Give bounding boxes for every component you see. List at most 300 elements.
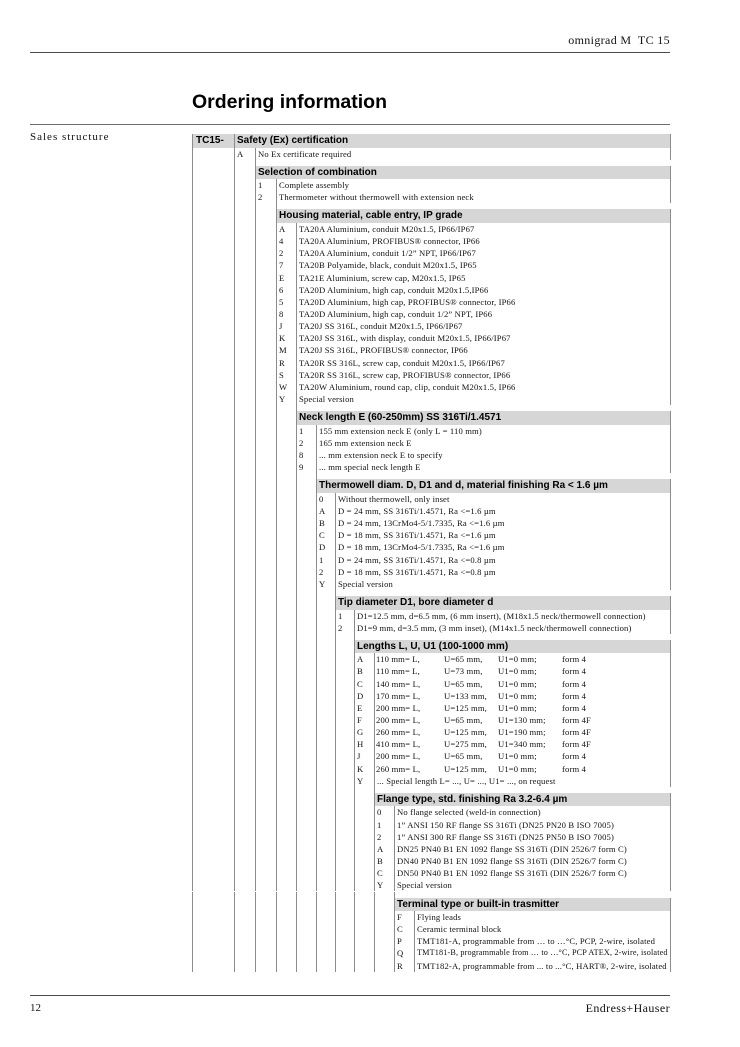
- option-code: J: [357, 751, 361, 762]
- column-rule: [296, 898, 297, 972]
- table-row: [192, 191, 670, 203]
- option-description: TA21E Aluminium, screw cap, M20x1.5, IP65: [299, 272, 466, 283]
- column-rule: [335, 793, 336, 892]
- option-description: [374, 665, 670, 677]
- table-row: [192, 332, 670, 344]
- length-u-value: U=65 mm,: [444, 678, 483, 689]
- option-description: D = 24 mm, SS 316Ti/1.4571, Ra <=1.6 µm: [338, 505, 496, 516]
- column-rule: [374, 793, 375, 892]
- option-code: 0: [377, 807, 382, 818]
- option-description: [374, 738, 670, 750]
- option-description: [374, 690, 670, 702]
- option-code: B: [357, 666, 363, 677]
- column-rule: [192, 134, 193, 160]
- table-row: [192, 179, 670, 191]
- section-title: Neck length E (60-250mm) SS 316Ti/1.4571: [296, 411, 670, 425]
- table-row: [192, 529, 670, 541]
- table-row: [192, 449, 670, 461]
- column-rule: [335, 596, 336, 634]
- column-rule: [354, 793, 355, 892]
- option-description: TA20D Aluminium, high cap, PROFIBUS® connector, IP66: [299, 296, 516, 307]
- option-code: E: [357, 702, 363, 713]
- table-row: [192, 578, 670, 590]
- option-description: 1” ANSI 150 RF flange SS 316Ti (DN25 PN20 B ISO 7005): [397, 819, 615, 830]
- option-description: D = 24 mm, SS 316Ti/1.4571, Ra <=0.8 µm: [338, 554, 496, 565]
- column-rule: [234, 209, 235, 405]
- column-rule: [255, 411, 256, 473]
- option-code: 0: [319, 493, 324, 504]
- table-row: [192, 960, 670, 972]
- length-u-value: U=73 mm,: [444, 666, 483, 677]
- section-title: Thermowell diam. D, D1 and d, material finishing Ra < 1.6 µm: [316, 479, 670, 493]
- section-title: Tip diameter D1, bore diameter d: [335, 596, 670, 610]
- option-code: K: [357, 763, 364, 774]
- column-rule: [316, 793, 317, 892]
- option-code: R: [279, 357, 285, 368]
- table-row: [192, 690, 670, 702]
- form-value: form 4: [562, 751, 587, 762]
- option-code: C: [319, 530, 325, 541]
- length-u-value: U=65 mm,: [444, 751, 483, 762]
- column-rule: [255, 209, 256, 405]
- option-code: 2: [377, 831, 382, 842]
- section-block: [192, 209, 670, 405]
- length-u1-value: U1=0 mm;: [498, 763, 537, 774]
- column-rule: [234, 166, 235, 204]
- option-code: C: [397, 924, 403, 935]
- column-rule: [255, 898, 256, 972]
- option-description: TA20D Aluminium, high cap, conduit M20x1.5,IP66: [299, 284, 489, 295]
- table-row: [192, 750, 670, 762]
- form-value: form 4: [562, 666, 587, 677]
- option-code: 2: [299, 437, 304, 448]
- option-code: G: [357, 727, 364, 738]
- option-description: ... mm special neck length E: [319, 462, 421, 473]
- option-description: Flying leads: [417, 912, 462, 922]
- table-row: [192, 308, 670, 320]
- option-code: D: [319, 542, 326, 553]
- option-code: A: [237, 148, 244, 159]
- column-rule: [414, 911, 415, 972]
- table-row: [192, 505, 670, 517]
- table-row: [192, 911, 670, 923]
- length-l-value: 260 mm= L,: [376, 727, 421, 738]
- column-rule: [670, 793, 671, 892]
- option-description: [374, 726, 670, 738]
- section-title: Terminal type or built-in trasmitter: [394, 898, 670, 912]
- page-number: 12: [30, 1002, 41, 1014]
- section-title: Selection of combination: [255, 166, 670, 180]
- option-code: 6: [279, 284, 284, 295]
- option-code: S: [279, 369, 284, 380]
- table-row: [192, 493, 670, 505]
- column-rule: [276, 179, 277, 203]
- section-block: [192, 411, 670, 473]
- table-row: [192, 726, 670, 738]
- footer-rule: [30, 995, 670, 996]
- length-u-value: U=275 mm,: [444, 739, 487, 750]
- length-l-value: 410 mm= L,: [376, 739, 421, 750]
- option-description: TA20W Aluminium, round cap, clip, conduit M20x1.5, IP66: [299, 381, 516, 392]
- option-description: [374, 653, 670, 665]
- option-description: TA20A Aluminium, PROFIBUS® connector, IP66: [299, 236, 480, 247]
- column-rule: [670, 640, 671, 787]
- option-code: 1: [338, 610, 343, 621]
- option-description: Special version: [397, 880, 452, 891]
- form-value: form 4F: [562, 727, 591, 738]
- brand-logo-text: Endress+Hauser: [585, 1001, 670, 1015]
- option-code: A: [279, 223, 286, 234]
- table-row: [192, 259, 670, 271]
- ordering-table: [192, 134, 670, 972]
- option-description: D1=12.5 mm, d=6.5 mm, (6 mm insert), (M18x1.5 neck/thermowell connection): [357, 610, 646, 621]
- option-description: 155 mm extension neck E (only L = 110 mm): [319, 425, 482, 436]
- length-l-value: 200 mm= L,: [376, 715, 421, 726]
- length-l-value: 170 mm= L,: [376, 690, 421, 701]
- column-rule: [276, 793, 277, 892]
- option-description: TMT181-B, programmable from … to …°C, PCP ATEX, 2-wire, isolated: [417, 948, 668, 958]
- length-u-value: U=65 mm,: [444, 654, 483, 665]
- option-description: TA20J SS 316L, PROFIBUS® connector, IP66: [299, 345, 468, 356]
- option-code: A: [377, 843, 384, 854]
- length-u1-value: U1=340 mm;: [498, 739, 546, 750]
- column-rule: [354, 898, 355, 972]
- column-rule: [394, 806, 395, 891]
- column-rule: [316, 898, 317, 972]
- option-description: TA20R SS 316L, screw cap, conduit M20x1.5, IP66/IP67: [299, 357, 505, 368]
- column-rule: [296, 596, 297, 634]
- option-code: R: [397, 960, 403, 971]
- column-rule: [234, 596, 235, 634]
- table-row: [192, 622, 670, 634]
- table-row: [192, 223, 670, 235]
- option-description: Ceramic terminal block: [417, 924, 502, 935]
- column-rule: [670, 596, 671, 634]
- option-code: 5: [279, 296, 284, 307]
- table-row: [192, 923, 670, 935]
- option-code: 2: [319, 566, 324, 577]
- option-code: C: [357, 678, 363, 689]
- table-row: [192, 867, 670, 879]
- option-description: No Ex certificate required: [258, 148, 352, 159]
- option-code: H: [357, 739, 364, 750]
- section-title: Safety (Ex) certification: [234, 134, 670, 148]
- column-rule: [276, 209, 277, 405]
- length-u1-value: U1=0 mm;: [498, 666, 537, 677]
- column-rule: [296, 411, 297, 473]
- option-description: D = 18 mm, 13CrMo4-5/1.7335, Ra <=1.6 µm: [338, 542, 505, 553]
- column-rule: [234, 479, 235, 590]
- table-row: [192, 947, 670, 959]
- column-rule: [192, 411, 193, 473]
- option-description: TA20J SS 316L, conduit M20x1.5, IP66/IP67: [299, 321, 463, 332]
- column-rule: [374, 653, 375, 787]
- option-code: 1: [377, 819, 382, 830]
- option-code: P: [397, 936, 402, 947]
- title-rule: [30, 124, 670, 125]
- option-description: TMT181-A, programmable from … to …°C, PCP, 2-wire, isolated: [417, 936, 656, 947]
- option-code: 2: [279, 248, 284, 259]
- column-rule: [670, 898, 671, 972]
- option-description: Special version: [299, 394, 354, 405]
- column-rule: [192, 209, 193, 405]
- column-rule: [374, 898, 375, 972]
- table-row: [192, 425, 670, 437]
- section-block: [192, 596, 670, 634]
- option-description: Without thermowell, only inset: [338, 493, 450, 504]
- table-row: [192, 284, 670, 296]
- column-rule: [335, 640, 336, 787]
- column-rule: [316, 596, 317, 634]
- column-rule: [316, 425, 317, 474]
- option-description: 1” ANSI 300 RF flange SS 316Ti (DN25 PN50 B ISO 7005): [397, 831, 615, 842]
- running-header: omnigrad M TC 15: [568, 33, 670, 47]
- option-code: B: [319, 518, 325, 529]
- option-description: D = 24 mm, 13CrMo4-5/1.7335, Ra <=1.6 µm: [338, 518, 505, 529]
- table-row: [192, 247, 670, 259]
- column-rule: [276, 640, 277, 787]
- column-rule: [192, 898, 193, 972]
- table-row: [192, 775, 670, 787]
- option-code: Y: [319, 578, 326, 589]
- column-rule: [255, 640, 256, 787]
- length-u1-value: U1=0 mm;: [498, 678, 537, 689]
- table-row: [192, 296, 670, 308]
- table-row: [192, 320, 670, 332]
- option-description: 165 mm extension neck E: [319, 437, 412, 448]
- length-u-value: U=125 mm,: [444, 702, 487, 713]
- length-u1-value: U1=0 mm;: [498, 702, 537, 713]
- option-code: 1: [258, 180, 263, 191]
- option-description: Thermometer without thermowell with extension neck: [279, 192, 474, 203]
- column-rule: [394, 898, 395, 972]
- option-description: ... Special length L= ..., U= ..., U1= ..., on request: [377, 775, 556, 786]
- section-block: [192, 793, 670, 892]
- table-row: [192, 855, 670, 867]
- column-rule: [276, 898, 277, 972]
- option-description: Complete assembly: [279, 180, 350, 191]
- column-rule: [296, 640, 297, 787]
- option-code: B: [377, 856, 383, 867]
- column-rule: [296, 479, 297, 590]
- table-row: [192, 819, 670, 831]
- table-row: [192, 738, 670, 750]
- option-description: TA20R SS 316L, screw cap, PROFIBUS® connector, IP66: [299, 369, 511, 380]
- option-description: Special version: [338, 578, 393, 589]
- column-rule: [354, 610, 355, 634]
- side-label: Sales structure: [30, 131, 110, 143]
- option-description: [374, 702, 670, 714]
- column-rule: [296, 793, 297, 892]
- option-description: DN50 PN40 B1 EN 1092 flange SS 316Ti (DIN 2526/7 form C): [397, 868, 627, 879]
- page-title: Ordering information: [192, 91, 387, 113]
- option-code: 4: [279, 236, 284, 247]
- column-rule: [255, 793, 256, 892]
- table-row: [192, 381, 670, 393]
- column-rule: [316, 479, 317, 590]
- table-row: [192, 554, 670, 566]
- option-description: TA20D Aluminium, high cap, conduit 1/2” NPT, IP66: [299, 308, 493, 319]
- table-row: [192, 879, 670, 891]
- option-description: D = 18 mm, SS 316Ti/1.4571, Ra <=0.8 µm: [338, 566, 496, 577]
- length-u1-value: U1=0 mm;: [498, 751, 537, 762]
- option-description: TA20J SS 316L, with display, conduit M20x1.5, IP66/IP67: [299, 333, 511, 344]
- option-code: F: [397, 912, 402, 922]
- option-code: F: [357, 715, 362, 726]
- option-code: M: [279, 345, 287, 356]
- column-rule: [192, 166, 193, 204]
- table-row: [192, 665, 670, 677]
- option-code: W: [279, 381, 288, 392]
- form-value: form 4: [562, 690, 587, 701]
- column-rule: [234, 898, 235, 972]
- length-l-value: 140 mm= L,: [376, 678, 421, 689]
- header-rule: [30, 52, 670, 53]
- option-code: J: [279, 321, 283, 332]
- form-value: form 4: [562, 678, 587, 689]
- form-value: form 4: [562, 763, 587, 774]
- column-rule: [670, 134, 671, 160]
- option-description: [374, 714, 670, 726]
- column-rule: [192, 596, 193, 634]
- table-row: [192, 541, 670, 553]
- table-row: [192, 272, 670, 284]
- table-row: [192, 344, 670, 356]
- option-code: A: [357, 654, 364, 665]
- option-description: D1=9 mm, d=3.5 mm, (3 mm inset), (M14x1.5 neck/thermowell connection): [357, 622, 632, 633]
- table-row: [192, 678, 670, 690]
- form-value: form 4F: [562, 715, 591, 726]
- column-rule: [296, 223, 297, 405]
- table-row: [192, 653, 670, 665]
- table-row: [192, 357, 670, 369]
- column-rule: [316, 640, 317, 787]
- column-rule: [192, 793, 193, 892]
- column-rule: [670, 166, 671, 204]
- option-description: ... mm extension neck E to specify: [319, 449, 443, 460]
- option-description: [374, 678, 670, 690]
- form-value: form 4: [562, 702, 587, 713]
- table-row: [192, 610, 670, 622]
- option-code: A: [319, 505, 326, 516]
- table-row: [192, 714, 670, 726]
- option-code: Q: [397, 948, 404, 959]
- column-rule: [255, 596, 256, 634]
- form-value: form 4: [562, 654, 587, 665]
- option-code: 8: [299, 449, 304, 460]
- length-l-value: 200 mm= L,: [376, 751, 421, 762]
- column-rule: [234, 640, 235, 787]
- column-rule: [255, 166, 256, 204]
- table-row: [192, 843, 670, 855]
- column-rule: [670, 479, 671, 590]
- option-code: 1: [299, 425, 304, 436]
- section-title: Housing material, cable entry, IP grade: [276, 209, 670, 223]
- column-rule: [255, 479, 256, 590]
- option-description: TA20B Polyamide, black, conduit M20x1.5, IP65: [299, 260, 477, 271]
- section-title: Flange type, std. finishing Ra 3.2-6.4 µm: [374, 793, 670, 807]
- length-l-value: 110 mm= L,: [376, 654, 420, 665]
- length-u-value: U=125 mm,: [444, 727, 487, 738]
- section-block: [192, 898, 670, 972]
- table-row: [192, 935, 670, 947]
- column-rule: [192, 640, 193, 787]
- table-row: [192, 806, 670, 818]
- table-row: [192, 369, 670, 381]
- table-row: [192, 437, 670, 449]
- option-code: K: [279, 333, 286, 344]
- table-row: [192, 148, 670, 160]
- option-description: DN25 PN40 B1 EN 1092 flange SS 316Ti (DIN 2526/7 form C): [397, 843, 627, 854]
- column-rule: [276, 479, 277, 590]
- option-code: 2: [338, 622, 343, 633]
- column-rule: [234, 793, 235, 892]
- section-block: [192, 479, 670, 590]
- length-u-value: U=65 mm,: [444, 715, 483, 726]
- option-code: 1: [319, 554, 324, 565]
- option-description: DN40 PN40 B1 EN 1092 flange SS 316Ti (DIN 2526/7 form C): [397, 856, 627, 867]
- column-rule: [255, 148, 256, 160]
- length-u1-value: U1=130 mm;: [498, 715, 546, 726]
- product-code: TC15-: [192, 134, 234, 148]
- length-u-value: U=133 mm,: [444, 690, 487, 701]
- option-description: No flange selected (weld-in connection): [397, 807, 541, 818]
- option-description: TA20A Aluminium, conduit 1/2” NPT, IP66/IP67: [299, 248, 476, 259]
- option-code: 7: [279, 260, 284, 271]
- table-row: [192, 702, 670, 714]
- column-rule: [670, 209, 671, 405]
- option-code: Y: [357, 775, 364, 786]
- column-rule: [234, 134, 235, 160]
- table-row: [192, 763, 670, 775]
- form-value: form 4F: [562, 739, 591, 750]
- option-description: [374, 763, 670, 775]
- column-rule: [354, 640, 355, 787]
- section-title: Lengths L, U, U1 (100-1000 mm): [354, 640, 670, 654]
- option-description: TMT182-A, programmable from ... to ...°C, HART®, 2-wire, isolated: [417, 960, 667, 971]
- length-u1-value: U1=0 mm;: [498, 654, 537, 665]
- table-row: [192, 517, 670, 529]
- length-u-value: U=125 mm,: [444, 763, 487, 774]
- length-l-value: 110 mm= L,: [376, 666, 420, 677]
- option-code: D: [357, 690, 364, 701]
- column-rule: [276, 596, 277, 634]
- option-description: TA20A Aluminium, conduit M20x1.5, IP66/IP67: [299, 223, 475, 234]
- length-u1-value: U1=0 mm;: [498, 690, 537, 701]
- option-code: Y: [377, 880, 384, 891]
- column-rule: [670, 411, 671, 473]
- option-code: C: [377, 868, 383, 879]
- table-row: [192, 393, 670, 405]
- column-rule: [335, 898, 336, 972]
- column-rule: [335, 493, 336, 590]
- section-block: [192, 640, 670, 787]
- column-rule: [192, 479, 193, 590]
- column-rule: [234, 411, 235, 473]
- column-rule: [276, 411, 277, 473]
- table-row: [192, 235, 670, 247]
- option-code: 8: [279, 308, 284, 319]
- option-code: Y: [279, 394, 286, 405]
- option-code: 9: [299, 462, 304, 473]
- length-l-value: 200 mm= L,: [376, 702, 421, 713]
- option-description: D = 18 mm, SS 316Ti/1.4571, Ra <=1.6 µm: [338, 530, 496, 541]
- section-block: [192, 166, 670, 204]
- table-row: [192, 831, 670, 843]
- option-description: [374, 750, 670, 762]
- length-u1-value: U1=190 mm;: [498, 727, 546, 738]
- option-code: 2: [258, 192, 263, 203]
